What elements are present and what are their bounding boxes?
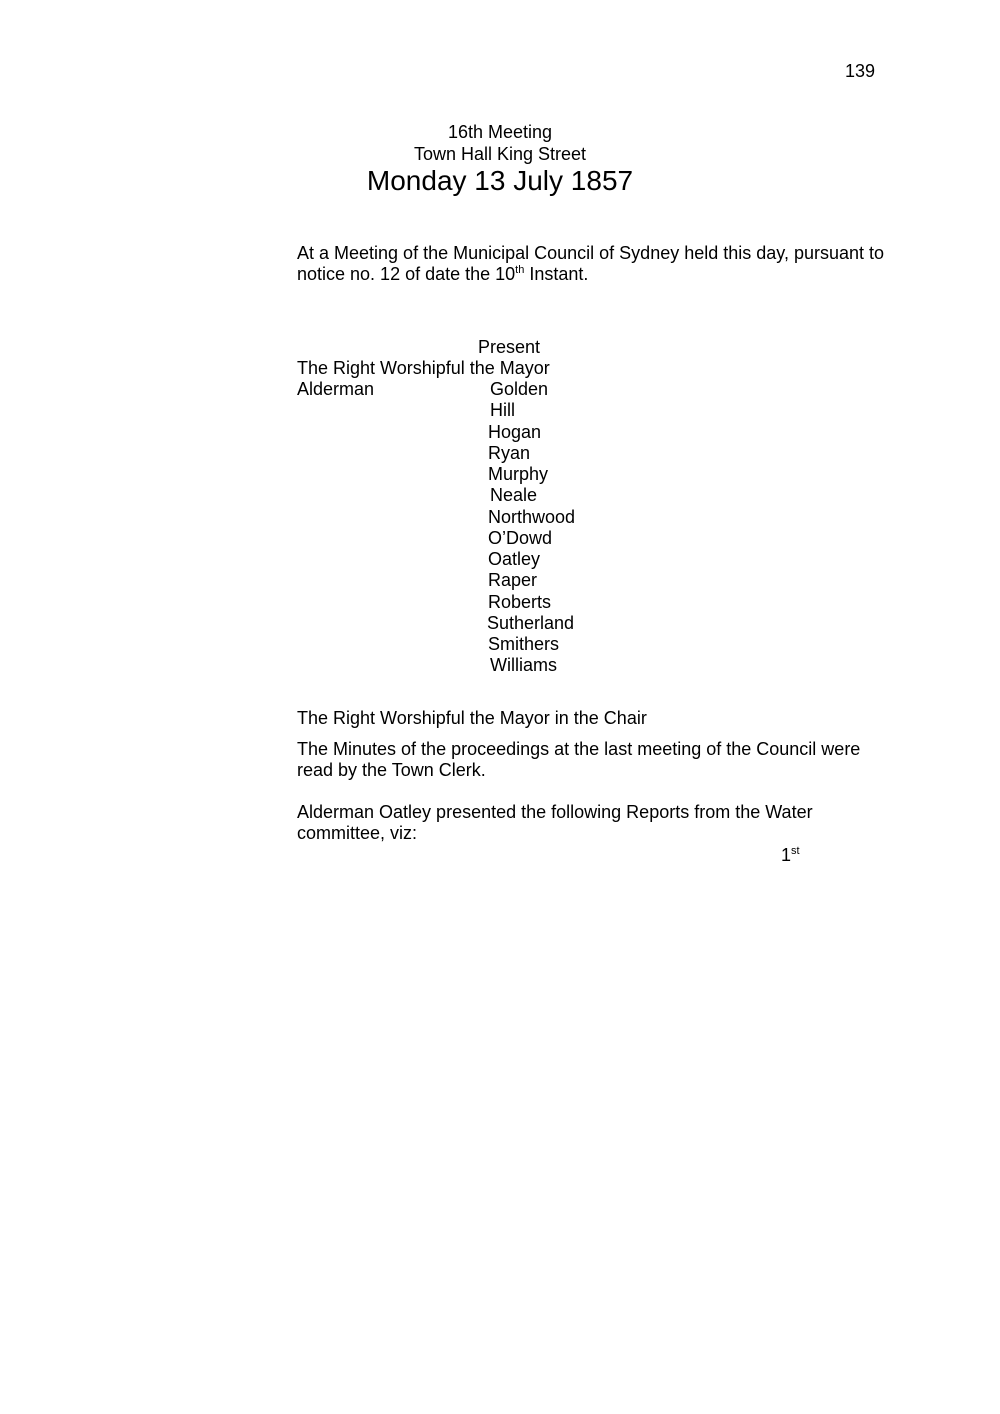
minutes-paragraph: [297, 739, 937, 781]
alderman-name: Golden: [490, 379, 549, 399]
intro-line-2-end: Instant.: [524, 264, 589, 284]
minutes-line-1: The Minutes of the proceedings at the last meeting of the Council were: [297, 739, 861, 759]
meeting-date: Monday 13 July 1857: [366, 165, 634, 196]
intro-line-2-start: notice no. 12 of date the 10: [297, 264, 516, 284]
alderman-name: Oatley: [488, 549, 541, 569]
intro-superscript: th: [515, 264, 525, 276]
intro-paragraph: [297, 243, 937, 285]
alderman-name: Murphy: [488, 464, 549, 484]
alderman-name: O’Dowd: [488, 528, 553, 548]
alderman-name: Roberts: [488, 592, 552, 612]
alderman-name: Smithers: [488, 634, 560, 654]
alderman-name: Raper: [488, 570, 538, 590]
minutes-line-2: read by the Town Clerk.: [297, 760, 486, 780]
reports-paragraph: [297, 802, 937, 844]
alderman-label: Alderman: [297, 379, 375, 399]
alderman-name: Hill: [490, 400, 515, 420]
catchword: [781, 845, 800, 866]
present-heading: Present: [478, 337, 541, 357]
intro-line-1: At a Meeting of the Municipal Council of Sydney held this day, pursuant to: [297, 243, 885, 263]
reports-line-1: Alderman Oatley presented the following Reports from the Water: [297, 802, 813, 822]
alderman-name: Sutherland: [487, 613, 575, 633]
page-number: 139: [845, 61, 876, 81]
alderman-name: Neale: [490, 485, 538, 505]
catchword-base: 1: [781, 845, 792, 865]
meeting-venue: Town Hall King Street: [413, 144, 587, 164]
alderman-name: Williams: [490, 655, 557, 675]
meeting-number: 16th Meeting: [447, 122, 553, 142]
alderman-name: Hogan: [488, 422, 542, 442]
alderman-name: Ryan: [488, 443, 531, 463]
mayor-line: The Right Worshipful the Mayor: [297, 358, 550, 378]
catchword-superscript: st: [791, 845, 800, 857]
intro-line-2: [297, 264, 937, 285]
reports-line-2: committee, viz:: [297, 823, 418, 843]
alderman-name: Northwood: [488, 507, 576, 527]
chair-line: The Right Worshipful the Mayor in the Chair: [297, 708, 647, 728]
